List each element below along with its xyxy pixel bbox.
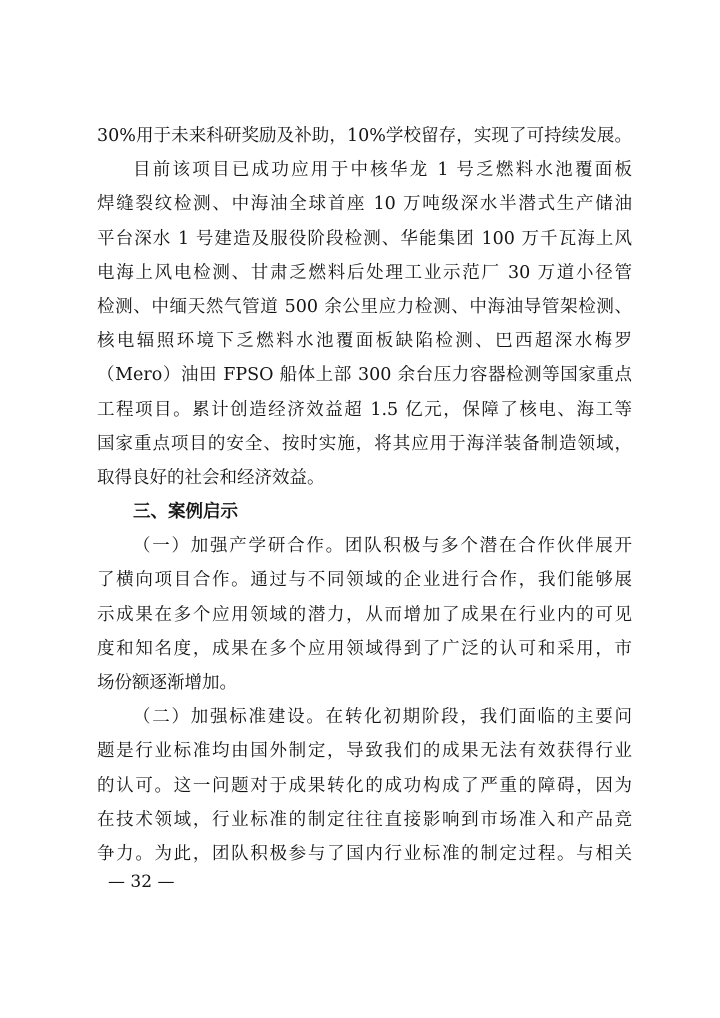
paragraph-line: 核电辐照环境下乏燃料水池覆面板缺陷检测、巴西超深水梅罗 xyxy=(97,331,632,352)
paragraph-line: 题是行业标准均由国外制定，导致我们的成果无法有效获得行业 xyxy=(97,741,632,762)
paragraph-line: 焊缝裂纹检测、中海油全球首座 10 万吨级深水半潜式生产储油 xyxy=(97,194,632,215)
page-number: — 32 — xyxy=(108,872,175,892)
paragraph-line: （Mero）油田 FPSO 船体上部 300 余台压力容器检测等国家重点 xyxy=(97,365,632,386)
paragraph-line: 争力。为此，团队积极参与了国内行业标准的制定过程。与相关 xyxy=(97,843,632,864)
paragraph-line: （一）加强产学研合作。团队积极与多个潜在合作伙伴展开 xyxy=(133,536,632,557)
paragraph-line: 工程项目。累计创造经济效益超 1.5 亿元，保障了核电、海工等 xyxy=(97,399,632,420)
section-heading: 三、案例启示 xyxy=(133,502,238,523)
paragraph-line: 检测、中缅天然气管道 500 余公里应力检测、中海油导管架检测、 xyxy=(97,296,632,317)
paragraph-line: 平台深水 1 号建造及服役阶段检测、华能集团 100 万千瓦海上风 xyxy=(97,228,632,249)
paragraph-line: 度和知名度，成果在多个应用领域得到了广泛的认可和采用，市 xyxy=(97,638,632,659)
paragraph-line: 的认可。这一问题对于成果转化的成功构成了严重的障碍，因为 xyxy=(97,775,632,796)
paragraph-line: 目前该项目已成功应用于中核华龙 1 号乏燃料水池覆面板 xyxy=(133,160,632,181)
paragraph-line: 国家重点项目的安全、按时实施，将其应用于海洋装备制造领域， xyxy=(97,433,632,454)
paragraph-line: 了横向项目合作。通过与不同领域的企业进行合作，我们能够展 xyxy=(97,570,632,591)
paragraph-line: 30%用于未来科研奖励及补助，10%学校留存，实现了可持续发展。 xyxy=(97,126,632,146)
paragraph-line: 电海上风电检测、甘肃乏燃料后处理工业示范厂 30 万道小径管 xyxy=(97,262,632,283)
paragraph-line: 场份额逐渐增加。 xyxy=(97,673,237,693)
body-text xyxy=(97,119,632,871)
paragraph-line: 在技术领域，行业标准的制定往往直接影响到市场准入和产品竞 xyxy=(97,809,632,830)
paragraph-line: 示成果在多个应用领域的潜力，从而增加了成果在行业内的可见 xyxy=(97,604,632,625)
paragraph-line: 取得良好的社会和经济效益。 xyxy=(97,467,325,488)
paragraph-line: （二）加强标准建设。在转化初期阶段，我们面临的主要问 xyxy=(133,707,632,728)
